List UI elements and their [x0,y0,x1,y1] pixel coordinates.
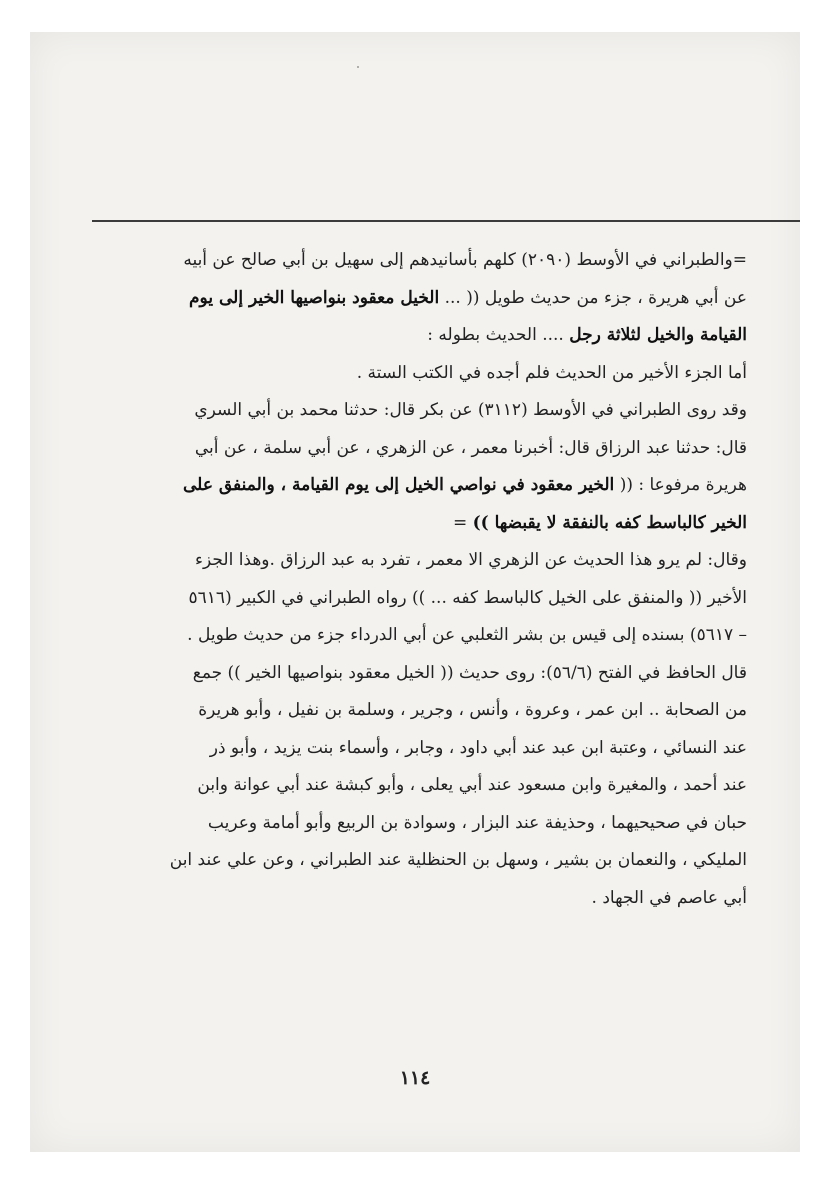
text-line [47,880,747,918]
hadith-quote-text: الخير معقود في نواصي الخيل إلى يوم القيامة ، والمنفق على [183,475,615,495]
text-line [47,505,747,543]
commentary-text: =والطبراني في الأوسط (٢٠٩٠) كلهم بأسانيدهم إلى سهيل بن أبي صالح عن أبيه [183,250,747,270]
commentary-text: .... الحديث بطوله : [427,325,570,345]
footnote-separator-rule [92,220,800,222]
footnote-text-block [47,242,747,917]
text-line [47,392,747,430]
text-line [47,317,747,355]
commentary-text: – ٥٦١٧) بسنده إلى قيس بن بشر الثعلبي عن أبي الدرداء جزء من حديث طويل . [187,625,747,645]
commentary-text: المليكي ، والنعمان بن بشير ، وسهل بن الحنظلية عند الطبراني ، وعن علي عند ابن [169,850,747,870]
commentary-text: قال: حدثنا عبد الرزاق قال: أخبرنا معمر ، عن الزهري ، عن أبي سلمة ، عن أبي [194,437,747,458]
text-line [47,580,747,618]
text-line [47,842,747,880]
commentary-text: وقد روى الطبراني في الأوسط (٣١١٢) عن بكر قال: حدثنا محمد بن أبي السري [194,400,747,420]
commentary-text: عند أحمد ، والمغيرة وابن مسعود عند أبي يعلى ، وأبو كبشة عند أبي عوانة وابن [197,775,747,795]
commentary-text: عند النسائي ، وعتبة ابن عبد عند أبي داود ، وجابر ، وأسماء بنت يزيد ، وأبو ذر [209,737,747,758]
commentary-text: من الصحابة .. ابن عمر ، وعروة ، وأنس ، وجرير ، وسلمة بن نفيل ، وأبو هريرة [198,700,747,720]
text-line [47,542,747,580]
hadith-quote-text: الخيل معقود بنواصيها الخير إلى يوم [189,287,440,308]
text-line [47,767,747,805]
text-line [47,467,747,505]
commentary-text: قال الحافظ في الفتح (٥٦/٦): روى حديث (( الخيل معقود بنواصيها الخير )) جمع [192,662,747,683]
text-line [47,730,747,768]
text-line [47,655,747,693]
commentary-text: وقال: لم يرو هذا الحديث عن الزهري الا معمر ، تفرد به عبد الرزاق .وهذا الجزء [195,550,747,570]
text-line [47,692,747,730]
page-speck [357,66,359,68]
hadith-quote-text: القيامة والخيل لثلاثة رجل [569,325,747,345]
text-line [47,242,747,280]
text-line [47,355,747,393]
commentary-text: = [452,512,473,533]
commentary-text: الأخير (( والمنفق على الخيل كالباسط كفه ... )) رواه الطبراني في الكبير (٥٦١٦ [188,587,747,608]
text-line [47,430,747,468]
page-number: ١١٤ [399,1067,431,1089]
commentary-text: حبان في صحيحيهما ، وحذيفة عند البزار ، وسوادة بن الربيع وأبو أمامة وعريب [207,812,747,833]
commentary-text: أبي عاصم في الجهاد . [591,887,747,908]
commentary-text: أما الجزء الأخير من الحديث فلم أجده في الكتب الستة . [356,362,747,383]
commentary-text: عن أبي هريرة ، جزء من حديث طويل (( ... [439,287,747,308]
text-line [47,280,747,318]
text-line [47,805,747,843]
text-line [47,617,747,655]
book-page [30,32,800,1152]
hadith-quote-text: الخير كالباسط كفه بالنفقة لا يقبضها )) [472,512,747,533]
commentary-text: هريرة مرفوعا : (( [614,475,747,495]
